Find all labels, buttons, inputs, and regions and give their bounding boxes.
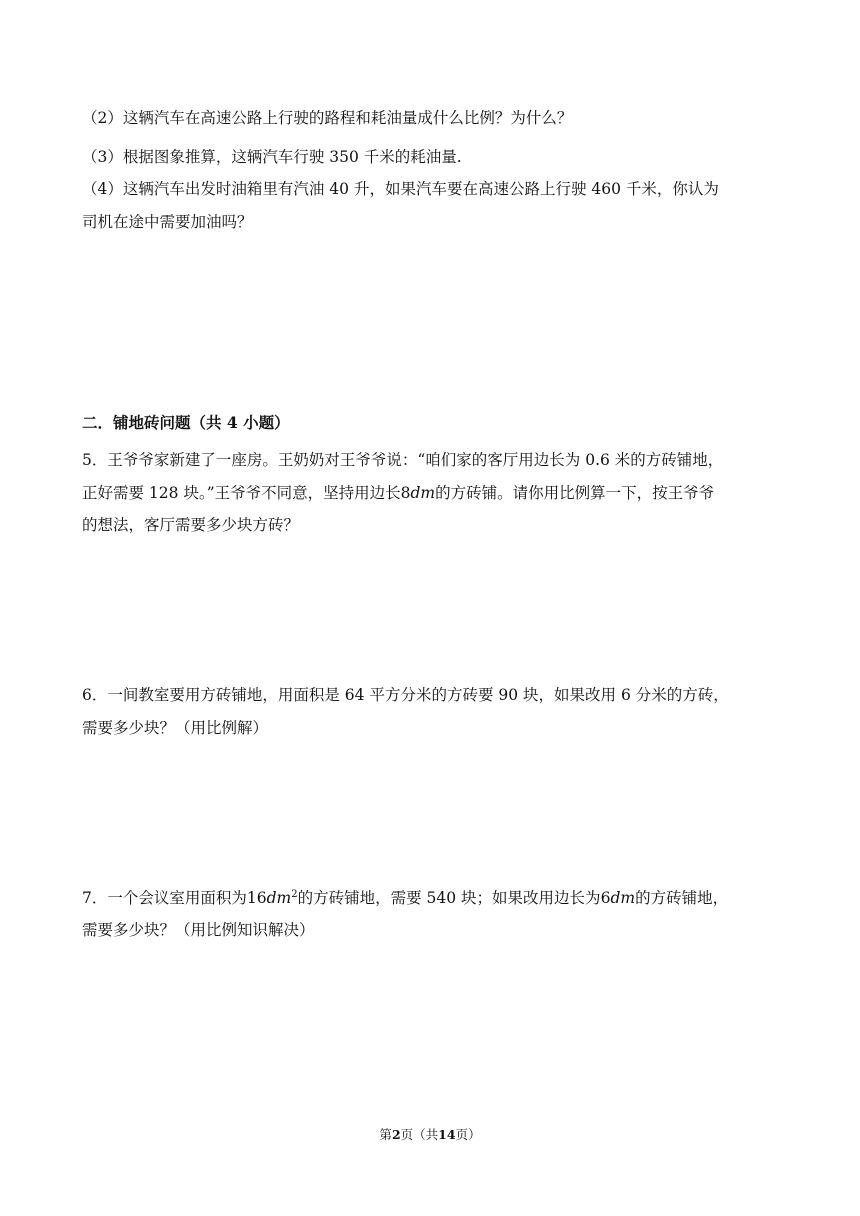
question-7-line-1 [82,888,782,908]
page-footer [0,1127,860,1143]
question-4-part-4-line-1: （4）这辆汽车出发时油箱里有汽油 40 升，如果汽车要在高速公路上行驶 460 千米，你认为 [82,180,719,198]
footer-suffix: 页） [455,1127,481,1142]
question-5-text-b: 的方砖铺。请你用比例算一下，按王爷爷 [435,484,715,502]
question-4-part-3: （3）根据图象推算，这辆汽车行驶 350 千米的耗油量. [82,148,462,166]
footer-total-pages: 14 [438,1127,456,1142]
question-5-unit: dm [410,484,436,502]
question-5-line-2 [82,483,782,503]
question-6-line-1: 6．一间教室要用方砖铺地，用面积是 64 平方分米的方砖要 90 块，如果改用 6 分米的方砖， [82,686,729,704]
question-7-line-2: 需要多少块？（用比例知识解决） [82,921,315,939]
section-title: 二．铺地砖问题（共 4 小题） [82,413,290,432]
question-7-unit-2: dm [610,889,636,907]
question-7-number-1: 16 [246,889,267,907]
question-7-text-b: 的方砖铺地，需要 540 块；如果改用边长为 [297,889,601,907]
question-7-number-2: 6 [600,889,611,907]
footer-page-number: 2 [391,1127,401,1142]
question-7-unit-1: dm [266,889,292,907]
question-7-superscript: 2 [291,888,298,900]
footer-prefix: 第 [379,1127,392,1142]
question-6-line-2: 需要多少块？（用比例解） [82,719,269,737]
question-4-part-2: （2）这辆汽车在高速公路上行驶的路程和耗油量成什么比例？为什么？ [82,109,573,127]
footer-middle: 页（共 [400,1127,439,1142]
question-5-line-1: 5．王爷爷家新建了一座房。王奶奶对王爷爷说：“咱们家的客厅用边长为 0.6 米的方砖铺地， [82,451,724,469]
question-7-text-a: 7．一个会议室用面积为 [82,889,247,907]
question-5-text-a: 正好需要 128 块。”王爷爷不同意，坚持用边长 [82,484,401,502]
question-5-line-3: 的想法，客厅需要多少块方砖？ [82,516,300,534]
question-4-part-4-line-2: 司机在途中需要加油吗？ [82,213,253,231]
question-5-number: 8 [400,484,411,502]
question-7-text-c: 的方砖铺地， [635,889,729,907]
